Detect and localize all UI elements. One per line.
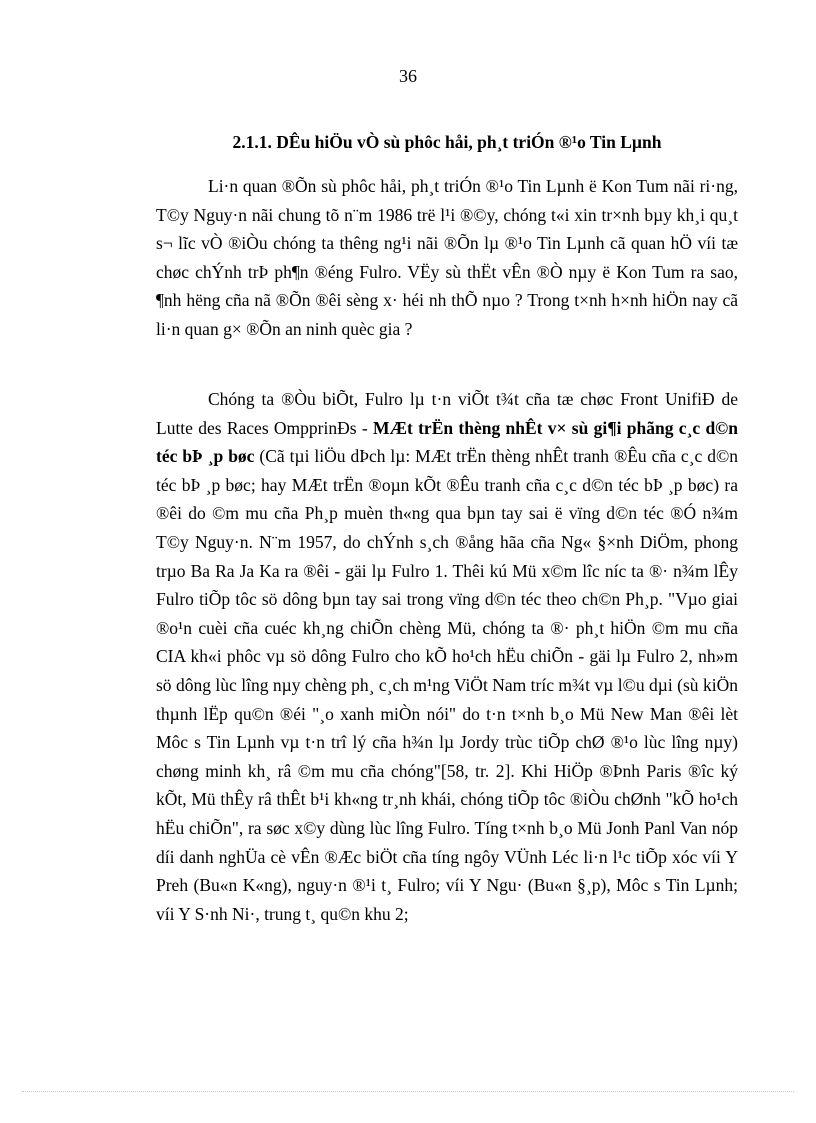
page-number: 36 [399, 66, 417, 86]
paragraph-2 [156, 385, 738, 928]
section-heading: 2.1.1. DÊu hiÖu vÒ sù phôc håi, ph¸t triÓn ®¹o Tin Lµnh [232, 132, 662, 152]
paragraph-2-text-start: Chóng ta ®Òu biÕt, Fulro lµ t·n viÕt t¾t cña tæ chøc Front UnifiÐ de Lutte des Races OmpprinÐs - [156, 389, 738, 438]
page-bottom-divider [22, 1091, 794, 1092]
paragraph-2-bold-phrase: MÆt trËn thèng nhÊt v× sù gi¶i phãng c¸c d©n téc bÞ ¸p bøc [156, 417, 738, 467]
paragraph-1: Li·n quan ®Õn sù phôc håi, ph¸t triÓn ®¹o Tin Lµnh ë Kon Tum nãi ri·ng, T©y Nguy·n nãi chung tõ n¨m 1986 trë l¹i ®©y, chóng t«i xin tr×nh bµy kh¸i qu¸t s¬ lĩc vÒ ®iÒu chóng ta thêng ng¹i nãi ®Õn lµ ®¹o Tin Lµnh cã quan hÖ víi tæ chøc chÝnh trÞ ph¶n ®éng Fulro. VËy sù thËt vÊn ®Ò nµy ë Kon Tum ra sao, ¶nh hëng cña nã ®Õn ®êi sèng x· héi nh thÕ nµo ? Trong t×nh h×nh hiÖn nay cã li·n quan g× ®Õn an ninh quèc gia ? [156, 176, 738, 339]
paragraph-2-text-end: (Cã tµi liÖu dÞch lµ: MÆt trËn thèng nhÊt tranh ®Êu cña c¸c d©n téc bÞ ¸p bøc; hay MÆt trËn ®oµn kÕt ®Êu tranh cña c¸c d©n téc bÞ ¸p bøc) ra ®êi do ©m mu cña Ph¸p muèn th«ng qua bµn tay sai ë vïng d©n téc ®Ó n¾m T©y Nguy·n. N¨m 1957, do chÝnh s¸ch ®ång hãa cña Ng« §×nh DiÖm, phong trµo Ba Ra Ja Ka ra ®êi - gäi lµ Fulro 1. Thêi kú Mü x©m lîc níc ta ®· n¾m lÊy Fulro tiÕp tôc sö dông bµn tay sai trong vïng d©n téc theo ch©n Ph¸p. "Vµo giai ®o¹n cuèi cña cuéc kh¸ng chiÕn chèng Mü, chóng ta ®· ph¸t hiÖn ©m mu cña CIA kh«i phôc vµ sö dông Fulro cho kÕ ho¹ch hËu chiÕn - gäi lµ Fulro 2, nh»m sö dông lùc lîng nµy chèng ph¸ c¸ch m¹ng ViÖt Nam tríc m¾t vµ l©u dµi (sù kiÖn thµnh lËp qu©n ®éi "¸o xanh miÒn nói" do t·n t×nh b¸o Mü New Man ®êi lèt Môc s Tin Lµnh vµ t·n trî lý cña h¾n lµ Jordy trùc tiÕp chØ ®¹o lùc lîng nµy) chøng minh kh¸ râ ©m mu cña chóng"[58, tr. 2]. Khi HiÖp ®Þnh Paris ®îc ký kÕt, Mü thÊy râ thÊt b¹i kh«ng tr¸nh khái, chóng tiÕp tôc ®iÒu chØnh "kÕ ho¹ch hËu chiÕn", ra søc x©y dùng lùc lîng Fulro. Tíng t×nh b¸o Mü Jonh Panl Van nóp díi danh nghÜa cè vÊn ®Æc biÖt cña tíng ngôy VÜnh Léc li·n l¹c tiÕp xóc víi Y Preh (Bu«n K«ng), nguy·n ®¹i t¸ Fulro; víi Y Ngu· (Bu«n §¸p), Môc s Tin Lµnh; víi Y S·nh Ni·, trung t¸ qu©n khu 2; [156, 446, 738, 924]
